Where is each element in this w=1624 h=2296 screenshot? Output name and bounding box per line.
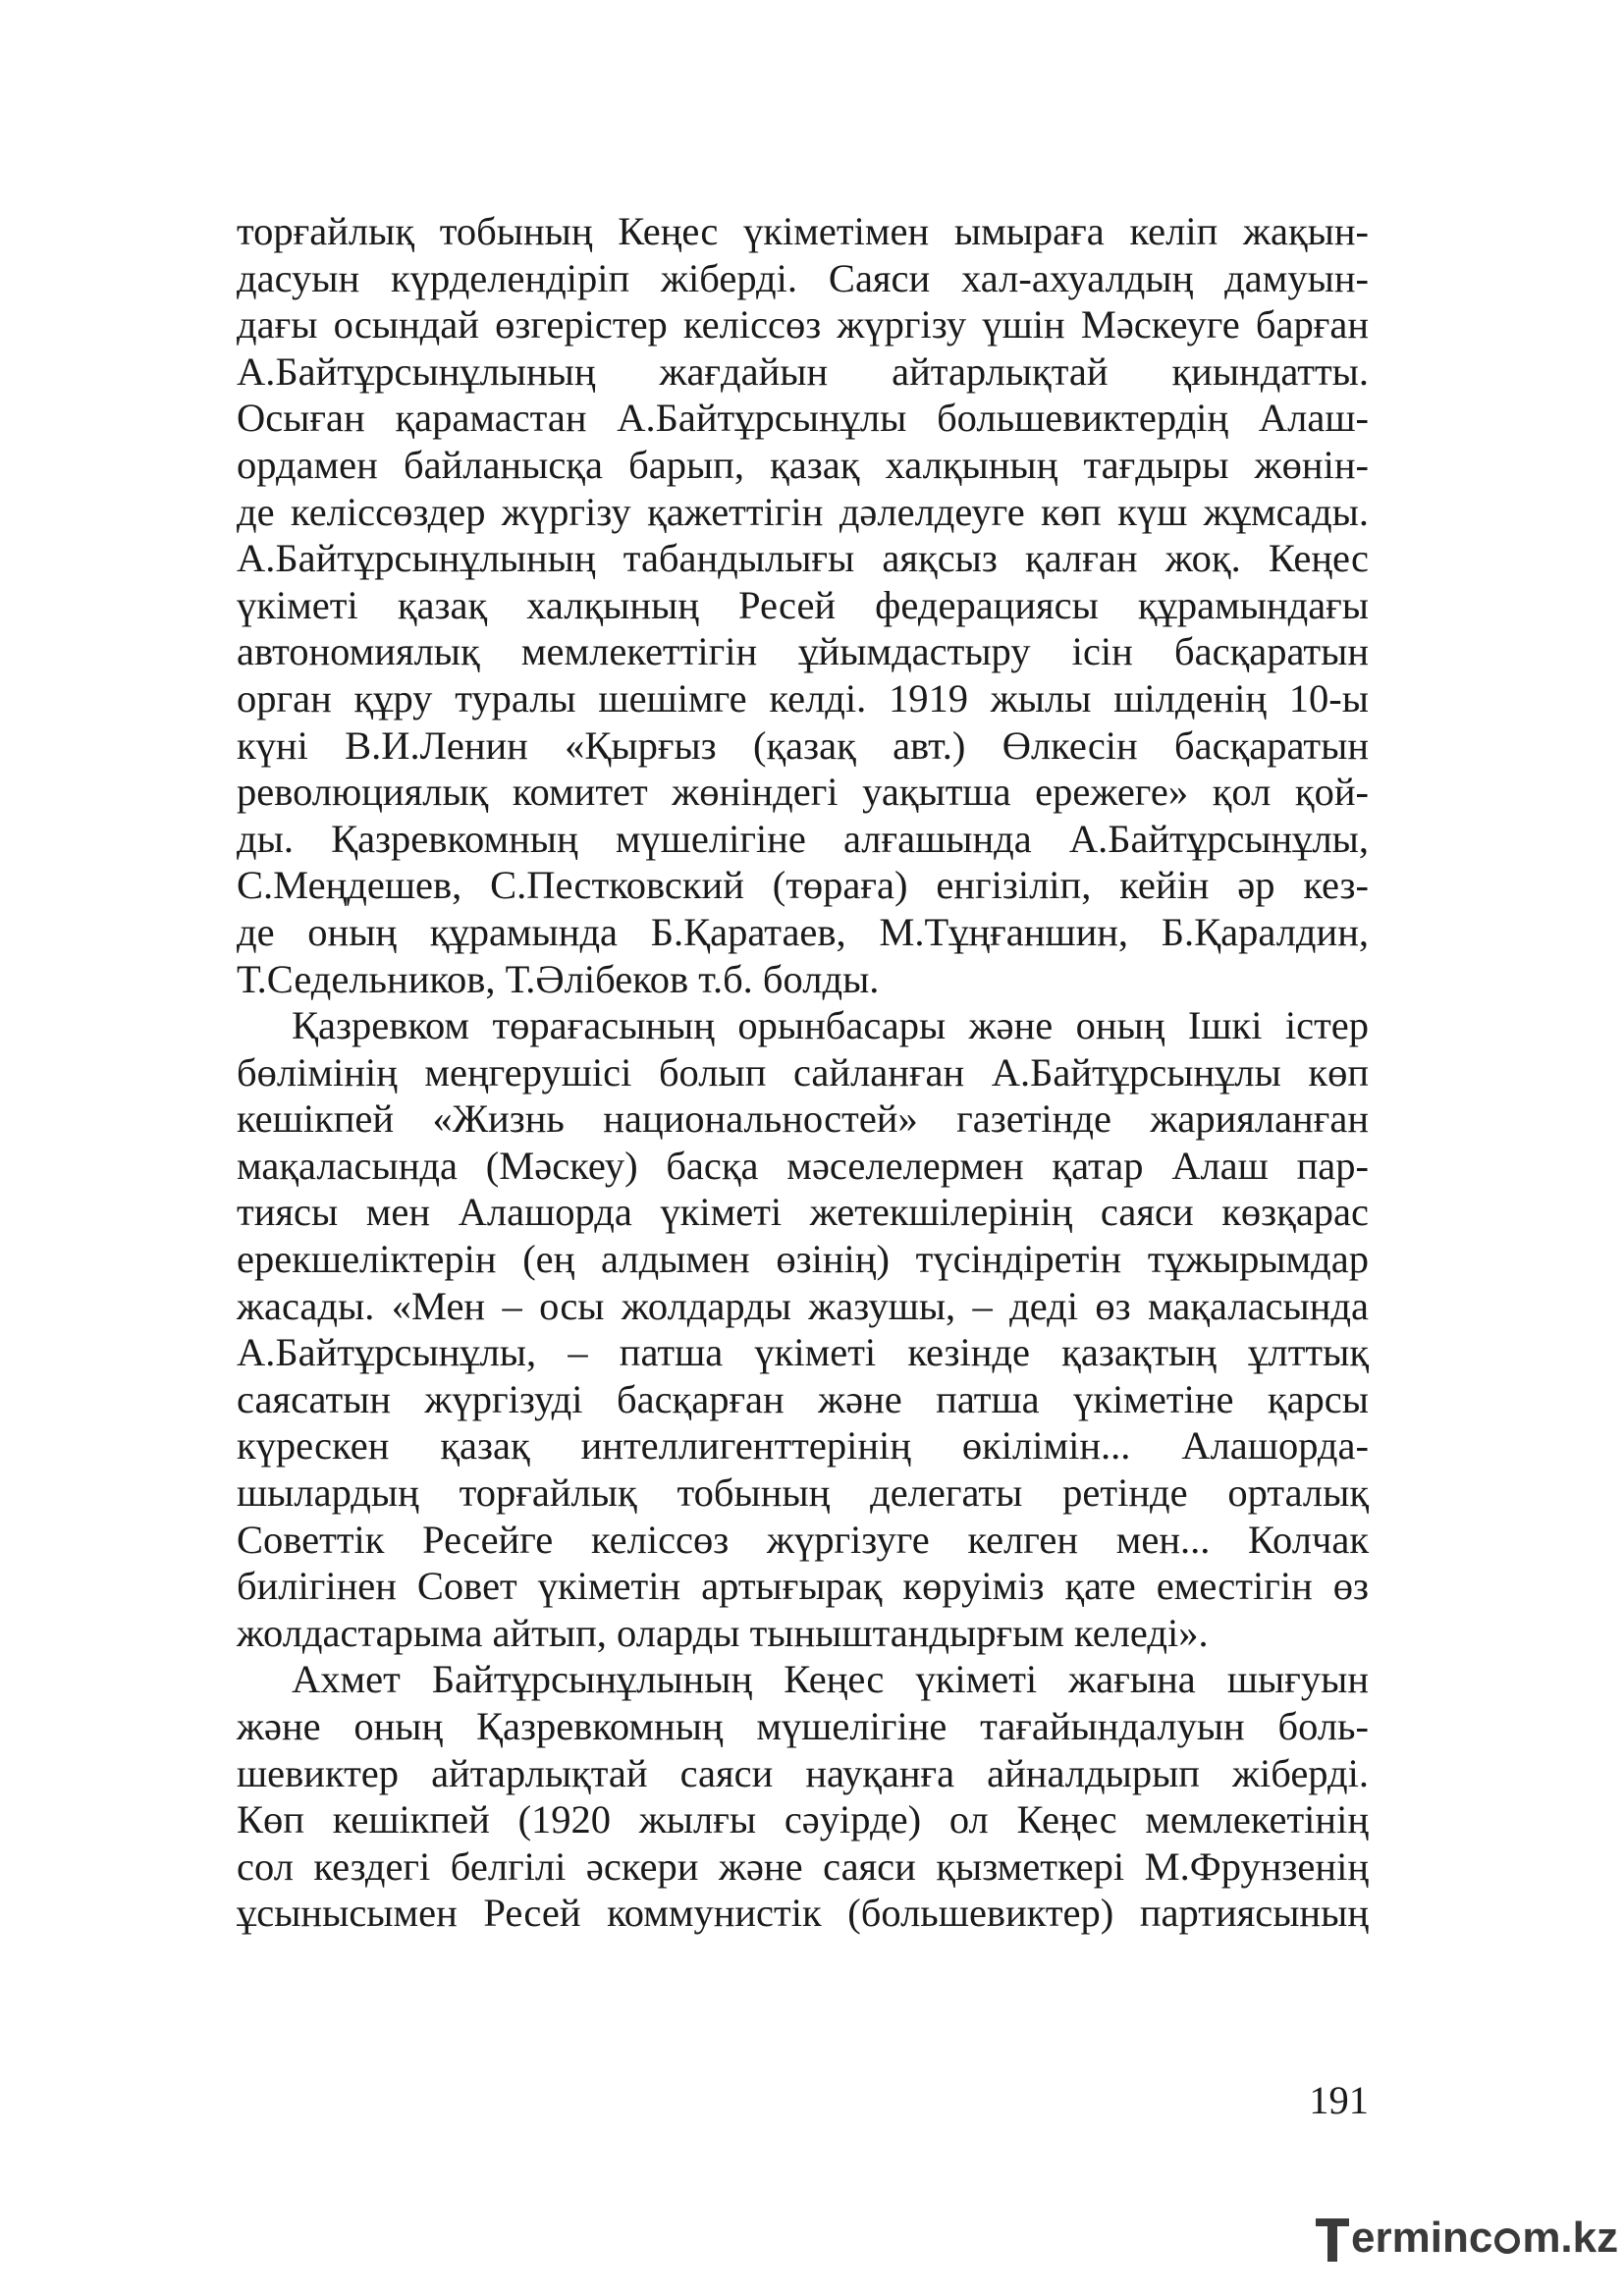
- body-text: [237, 208, 1369, 1937]
- text-line: жасады. «Мен – осы жолдарды жазушы, – деді өз мақаласында: [237, 1283, 1369, 1328]
- text-line: кешікпей «Жизнь национальностей» газетінде жарияланған: [237, 1096, 1369, 1142]
- text-line: билігінен Совет үкіметін артығырақ көруіміз қате еместігін өз: [237, 1564, 1369, 1609]
- text-line: Көп кешікпей (1920 жылғы сәуірде) ол Кеңес мемлекетінің: [237, 1797, 1369, 1842]
- text-line: автономиялық мемлекеттігін ұйымдастыру ісін басқаратын: [237, 629, 1369, 674]
- watermark-t-icon: [1316, 2213, 1349, 2264]
- text-line: Осыған қарамастан А.Байтұрсынұлы большевиктердің Алаш-: [237, 396, 1369, 441]
- text-line: мақаласында (Мәскеу) басқа мәселелермен қатар Алаш пар-: [237, 1143, 1369, 1188]
- paragraph: [237, 208, 1369, 1002]
- text-line: шылардың торғайлық тобының делегаты ретінде орталық: [237, 1470, 1369, 1516]
- text-line: ұсынысымен Ресей коммунистік (большевиктер) партиясының: [237, 1891, 1369, 1936]
- text-line: күні В.И.Ленин «Қырғыз (қазақ авт.) Өлкесін басқаратын: [237, 722, 1369, 768]
- paragraph: [237, 1656, 1369, 1937]
- text-line: ды. Қазревкомның мүшелігіне алғашында А.Байтұрсынұлы,: [237, 816, 1369, 861]
- watermark-text-part2: m.kz: [1522, 2214, 1619, 2262]
- text-line: орган құру туралы шешімге келді. 1919 жылы шілденің 10-ы: [237, 675, 1369, 721]
- text-line: саясатын жүргізуді басқарған және патша үкіметіне қарсы: [237, 1376, 1369, 1421]
- text-line: және оның Қазревкомның мүшелігіне тағайындалуын боль-: [237, 1704, 1369, 1748]
- text-line: торғайлық тобының Кеңес үкіметімен ымыраға келіп жақын-: [237, 209, 1369, 253]
- text-line: бөлімінің меңгерушісі болып сайланған А.Байтұрсынұлы көп: [237, 1049, 1369, 1095]
- text-line: дағы осындай өзгерістер келіссөз жүргізу үшін Мәскеуге барған: [237, 302, 1369, 347]
- text-line: сол кездегі белгілі әскери және саяси қызметкері М.Фрунзенің: [237, 1843, 1369, 1889]
- text-line: күрескен қазақ интеллигенттерінің өкілімін... Алашорда-: [237, 1423, 1369, 1468]
- text-line: ордамен байланысқа барып, қазақ халқының тағдыры жөнін-: [237, 442, 1369, 487]
- text-line: Советтік Ресейге келіссөз жүргізуге келген мен... Колчак: [237, 1517, 1369, 1562]
- watermark-o-icon: [1494, 2228, 1520, 2254]
- text-line: революциялық комитет жөніндегі уақытша ережеге» қол қой-: [237, 770, 1369, 815]
- text-line: де келіссөздер жүргізу қажеттігін дәлелдеуге көп күш жұмсады.: [237, 489, 1369, 534]
- text-line: үкіметі қазақ халқының Ресей федерациясы құрамындағы: [237, 582, 1369, 627]
- text-line: жолдастарыма айтып, оларды тыныштандырғым келеді».: [237, 1610, 1209, 1655]
- text-line: Т.Седельников, Т.Әлібеков т.б. болды.: [237, 956, 880, 1001]
- text-line: шевиктер айтарлықтай саяси науқанға айналдырып жіберді.: [237, 1750, 1369, 1795]
- text-line: Қазревком төрағасының орынбасары және оның Ішкі істер: [292, 1003, 1369, 1048]
- watermark-text-part1: ermin: [1351, 2214, 1469, 2262]
- text-line: тиясы мен Алашорда үкіметі жетекшілерінің саяси көзқарас: [237, 1190, 1369, 1235]
- terminco-watermark-logo: [1316, 2209, 1618, 2268]
- text-line: А.Байтұрсынұлының жағдайын айтарлықтай қиындатты.: [237, 348, 1369, 394]
- watermark-c-icon: c: [1468, 2214, 1493, 2262]
- text-line: С.Меңдешев, С.Пестковский (төраға) енгізіліп, кейін әр кез-: [237, 863, 1369, 908]
- text-line: А.Байтұрсынұлының табандылығы аяқсыз қалған жоқ. Кеңес: [237, 536, 1369, 581]
- page-number: 191: [1309, 2078, 1369, 2122]
- paragraph: [237, 1002, 1369, 1656]
- text-line: дасуын күрделендіріп жіберді. Саяси хал-ахуалдың дамуын-: [237, 255, 1369, 300]
- text-line: А.Байтұрсынұлы, – патша үкіметі кезінде қазақтың ұлттық: [237, 1330, 1369, 1375]
- text-line: Ахмет Байтұрсынұлының Кеңес үкіметі жағына шығуын: [292, 1657, 1369, 1702]
- text-line: де оның құрамында Б.Қаратаев, М.Тұңғаншин, Б.Қаралдин,: [237, 909, 1369, 954]
- text-line: ерекшеліктерін (ең алдымен өзінің) түсіндіретін тұжырымдар: [237, 1237, 1369, 1282]
